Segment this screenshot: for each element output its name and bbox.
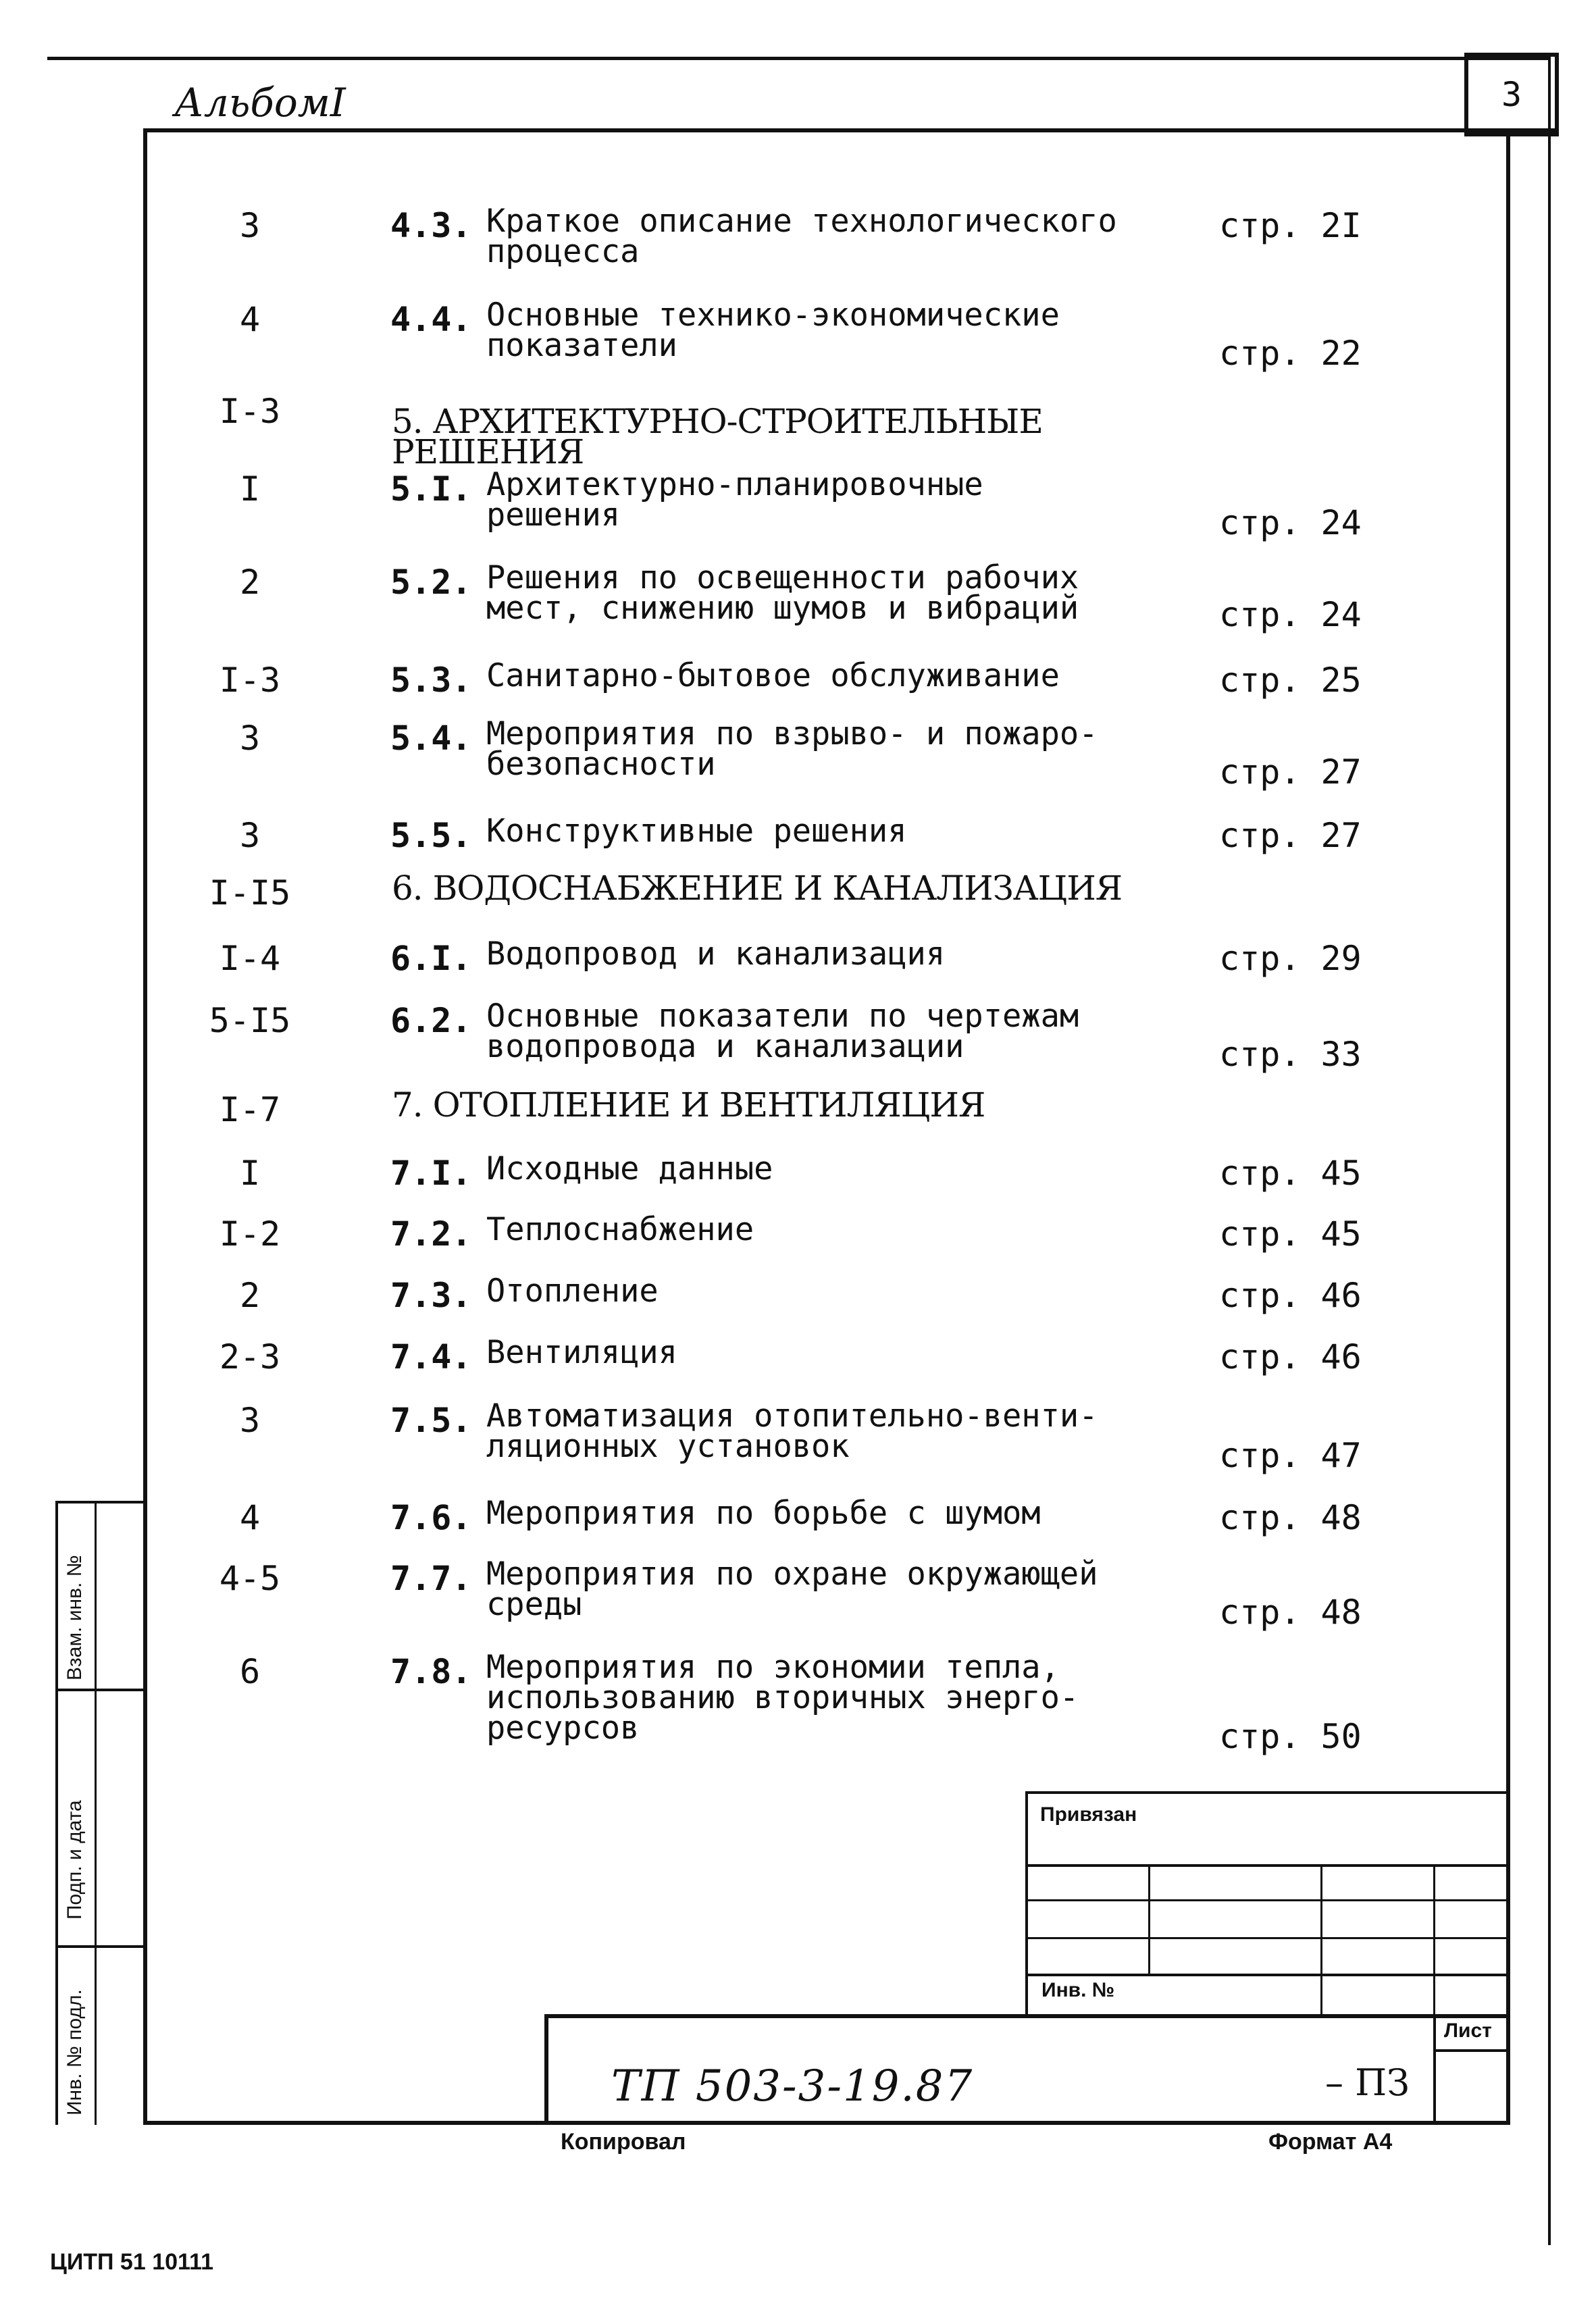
- toc-number: 7.5.: [390, 1401, 472, 1440]
- toc-page: стр. 22: [1219, 334, 1362, 373]
- toc-title: Основные технико-экономические показатели: [486, 297, 1060, 364]
- toc-number: 5.2.: [390, 563, 472, 602]
- toc-page: стр. 45: [1219, 1154, 1362, 1193]
- toc-page: стр. 48: [1219, 1593, 1362, 1632]
- binding-left: [1025, 1791, 1028, 2014]
- binding-h4: [1025, 1974, 1510, 1976]
- toc-number: 6.I.: [390, 939, 472, 978]
- toc-sheet: 4: [239, 300, 261, 339]
- inv-no-label: Инв. №: [1041, 1979, 1115, 2001]
- toc-page: стр. 50: [1219, 1717, 1362, 1756]
- toc-number: 7.8.: [390, 1652, 472, 1691]
- toc-number: 7.6.: [390, 1498, 472, 1537]
- frame-left: [143, 128, 147, 2125]
- toc-page: стр. 24: [1219, 503, 1362, 542]
- stamp-podp-label: Подп. и дата: [63, 1800, 86, 1920]
- toc-number: 5.4.: [390, 719, 472, 758]
- sheet-label: Лист: [1444, 2020, 1492, 2042]
- binding-h2: [1025, 1899, 1510, 1901]
- toc-title: Исходные данные: [486, 1150, 773, 1187]
- stamp-inv-podl-label: Инв. № подл.: [63, 1989, 86, 2115]
- toc-page: стр. 46: [1219, 1337, 1362, 1377]
- binding-v1: [1148, 1864, 1150, 1974]
- toc-title: Краткое описание технологического процесса: [486, 203, 1117, 270]
- toc-sheet: I-7: [219, 1090, 281, 1129]
- toc-sheet: 3: [239, 816, 261, 855]
- toc-title: Водопровод и канализация: [486, 935, 946, 973]
- top-rule: [47, 57, 1551, 60]
- toc-sheet: 4-5: [219, 1559, 281, 1598]
- section-code: – ПЗ: [1325, 2061, 1410, 2104]
- toc-title: Отопление: [486, 1272, 659, 1310]
- toc-sheet: 3: [239, 1401, 261, 1440]
- toc-sheet: I-I5: [209, 873, 291, 912]
- toc-title: Вентиляция: [486, 1334, 677, 1371]
- toc-page: стр. 48: [1219, 1498, 1362, 1537]
- outer-right: [1548, 57, 1551, 2245]
- page-number: 3: [1501, 75, 1522, 114]
- toc-section-title: 6. ВОДОСНАБЖЕНИЕ И КАНАЛИЗАЦИЯ: [392, 869, 1123, 908]
- toc-sheet: I-3: [219, 661, 281, 700]
- toc-sheet: 2: [239, 1276, 261, 1315]
- stamp-div-2: [55, 1945, 147, 1948]
- stamp-top: [55, 1501, 147, 1503]
- binding-h1: [1025, 1864, 1510, 1867]
- toc-section-title: 5. АРХИТЕКТУРНО-СТРОИТЕЛЬНЫЕ РЕШЕНИЯ: [392, 402, 1043, 471]
- binding-v2: [1320, 1864, 1322, 2014]
- binding-label: Привязан: [1040, 1803, 1137, 1826]
- toc-number: 5.5.: [390, 816, 472, 855]
- tb-list-left: [1433, 2014, 1436, 2125]
- toc-page: стр. 24: [1219, 595, 1362, 634]
- toc-page: стр. 25: [1219, 661, 1362, 700]
- printer-mark: ЦИТП 51 10111: [50, 2249, 213, 2275]
- toc-title: Автоматизация отопительно-венти-ляционных установок: [486, 1397, 1098, 1465]
- toc-title: Конструктивные решения: [486, 813, 907, 850]
- document-code: ТП 503-3-19.87: [611, 2061, 974, 2111]
- toc-page: стр. 33: [1219, 1035, 1362, 1074]
- stamp-outer-left: [55, 1501, 58, 2125]
- toc-number: 5.I.: [390, 469, 472, 509]
- toc-sheet: I: [239, 469, 261, 509]
- toc-number: 7.3.: [390, 1276, 472, 1315]
- frame-right: [1506, 128, 1510, 2125]
- toc-sheet: I-3: [219, 392, 281, 431]
- toc-number: 7.4.: [390, 1337, 472, 1377]
- toc-title: Мероприятия по борьбе с шумом: [486, 1495, 1041, 1532]
- stamp-inner-left: [95, 1501, 97, 2125]
- binding-top: [1025, 1791, 1510, 1794]
- page-number-box: [1464, 53, 1559, 136]
- copied-label: Копировал: [561, 2129, 686, 2155]
- toc-number: 6.2.: [390, 1001, 472, 1040]
- tb-left: [544, 2014, 548, 2125]
- toc-number: 4.4.: [390, 300, 472, 339]
- toc-page: стр. 2I: [1219, 206, 1362, 245]
- binding-v3: [1433, 1864, 1435, 2014]
- toc-title: Основные показатели по чертежам водопровода и канализации: [486, 998, 1079, 1065]
- album-label: АльбомI: [174, 80, 346, 126]
- toc-number: 7.I.: [390, 1154, 472, 1193]
- format-label: Формат А4: [1268, 2129, 1393, 2155]
- toc-sheet: 3: [239, 206, 261, 245]
- binding-h3: [1025, 1937, 1510, 1939]
- frame-bottom: [143, 2121, 1510, 2125]
- toc-number: 7.7.: [390, 1559, 472, 1598]
- toc-number: 4.3.: [390, 206, 472, 245]
- toc-title: Теплоснабжение: [486, 1211, 754, 1248]
- toc-page: стр. 45: [1219, 1214, 1362, 1254]
- toc-sheet: I: [239, 1154, 261, 1193]
- stamp-vzam-label: Взам. инв. №: [63, 1555, 86, 1680]
- toc-sheet: 4: [239, 1498, 261, 1537]
- toc-title: Санитарно-бытовое обслуживание: [486, 657, 1060, 694]
- toc-page: стр. 27: [1219, 752, 1362, 792]
- toc-title: Архитектурно-планировочные решения: [486, 466, 983, 534]
- toc-page: стр. 27: [1219, 816, 1362, 855]
- toc-sheet: I-2: [219, 1214, 281, 1254]
- toc-sheet: 6: [239, 1652, 261, 1691]
- toc-page: стр. 46: [1219, 1276, 1362, 1315]
- frame-top: [143, 128, 1555, 132]
- toc-title: Решения по освещенности рабочих мест, снижению шумов и вибраций: [486, 559, 1079, 627]
- toc-title: Мероприятия по охране окружающей среды: [486, 1555, 1098, 1623]
- toc-sheet: I-4: [219, 939, 281, 978]
- toc-section-title: 7. ОТОПЛЕНИЕ И ВЕНТИЛЯЦИЯ: [392, 1085, 985, 1125]
- stamp-div-1: [55, 1689, 147, 1691]
- toc-title: Мероприятия по взрыво- и пожаро-безопасности: [486, 715, 1098, 783]
- toc-page: стр. 29: [1219, 939, 1362, 978]
- toc-sheet: 3: [239, 719, 261, 758]
- toc-sheet: 5-I5: [209, 1001, 291, 1040]
- tb-list-sep: [1433, 2049, 1510, 2052]
- toc-sheet: 2-3: [219, 1337, 281, 1377]
- toc-number: 7.2.: [390, 1214, 472, 1254]
- toc-page: стр. 47: [1219, 1436, 1362, 1475]
- toc-number: 5.3.: [390, 661, 472, 700]
- toc-sheet: 2: [239, 563, 261, 602]
- tb-top: [544, 2014, 1510, 2018]
- toc-title: Мероприятия по экономии тепла, использованию вторичных энерго-ресурсов: [486, 1649, 1079, 1747]
